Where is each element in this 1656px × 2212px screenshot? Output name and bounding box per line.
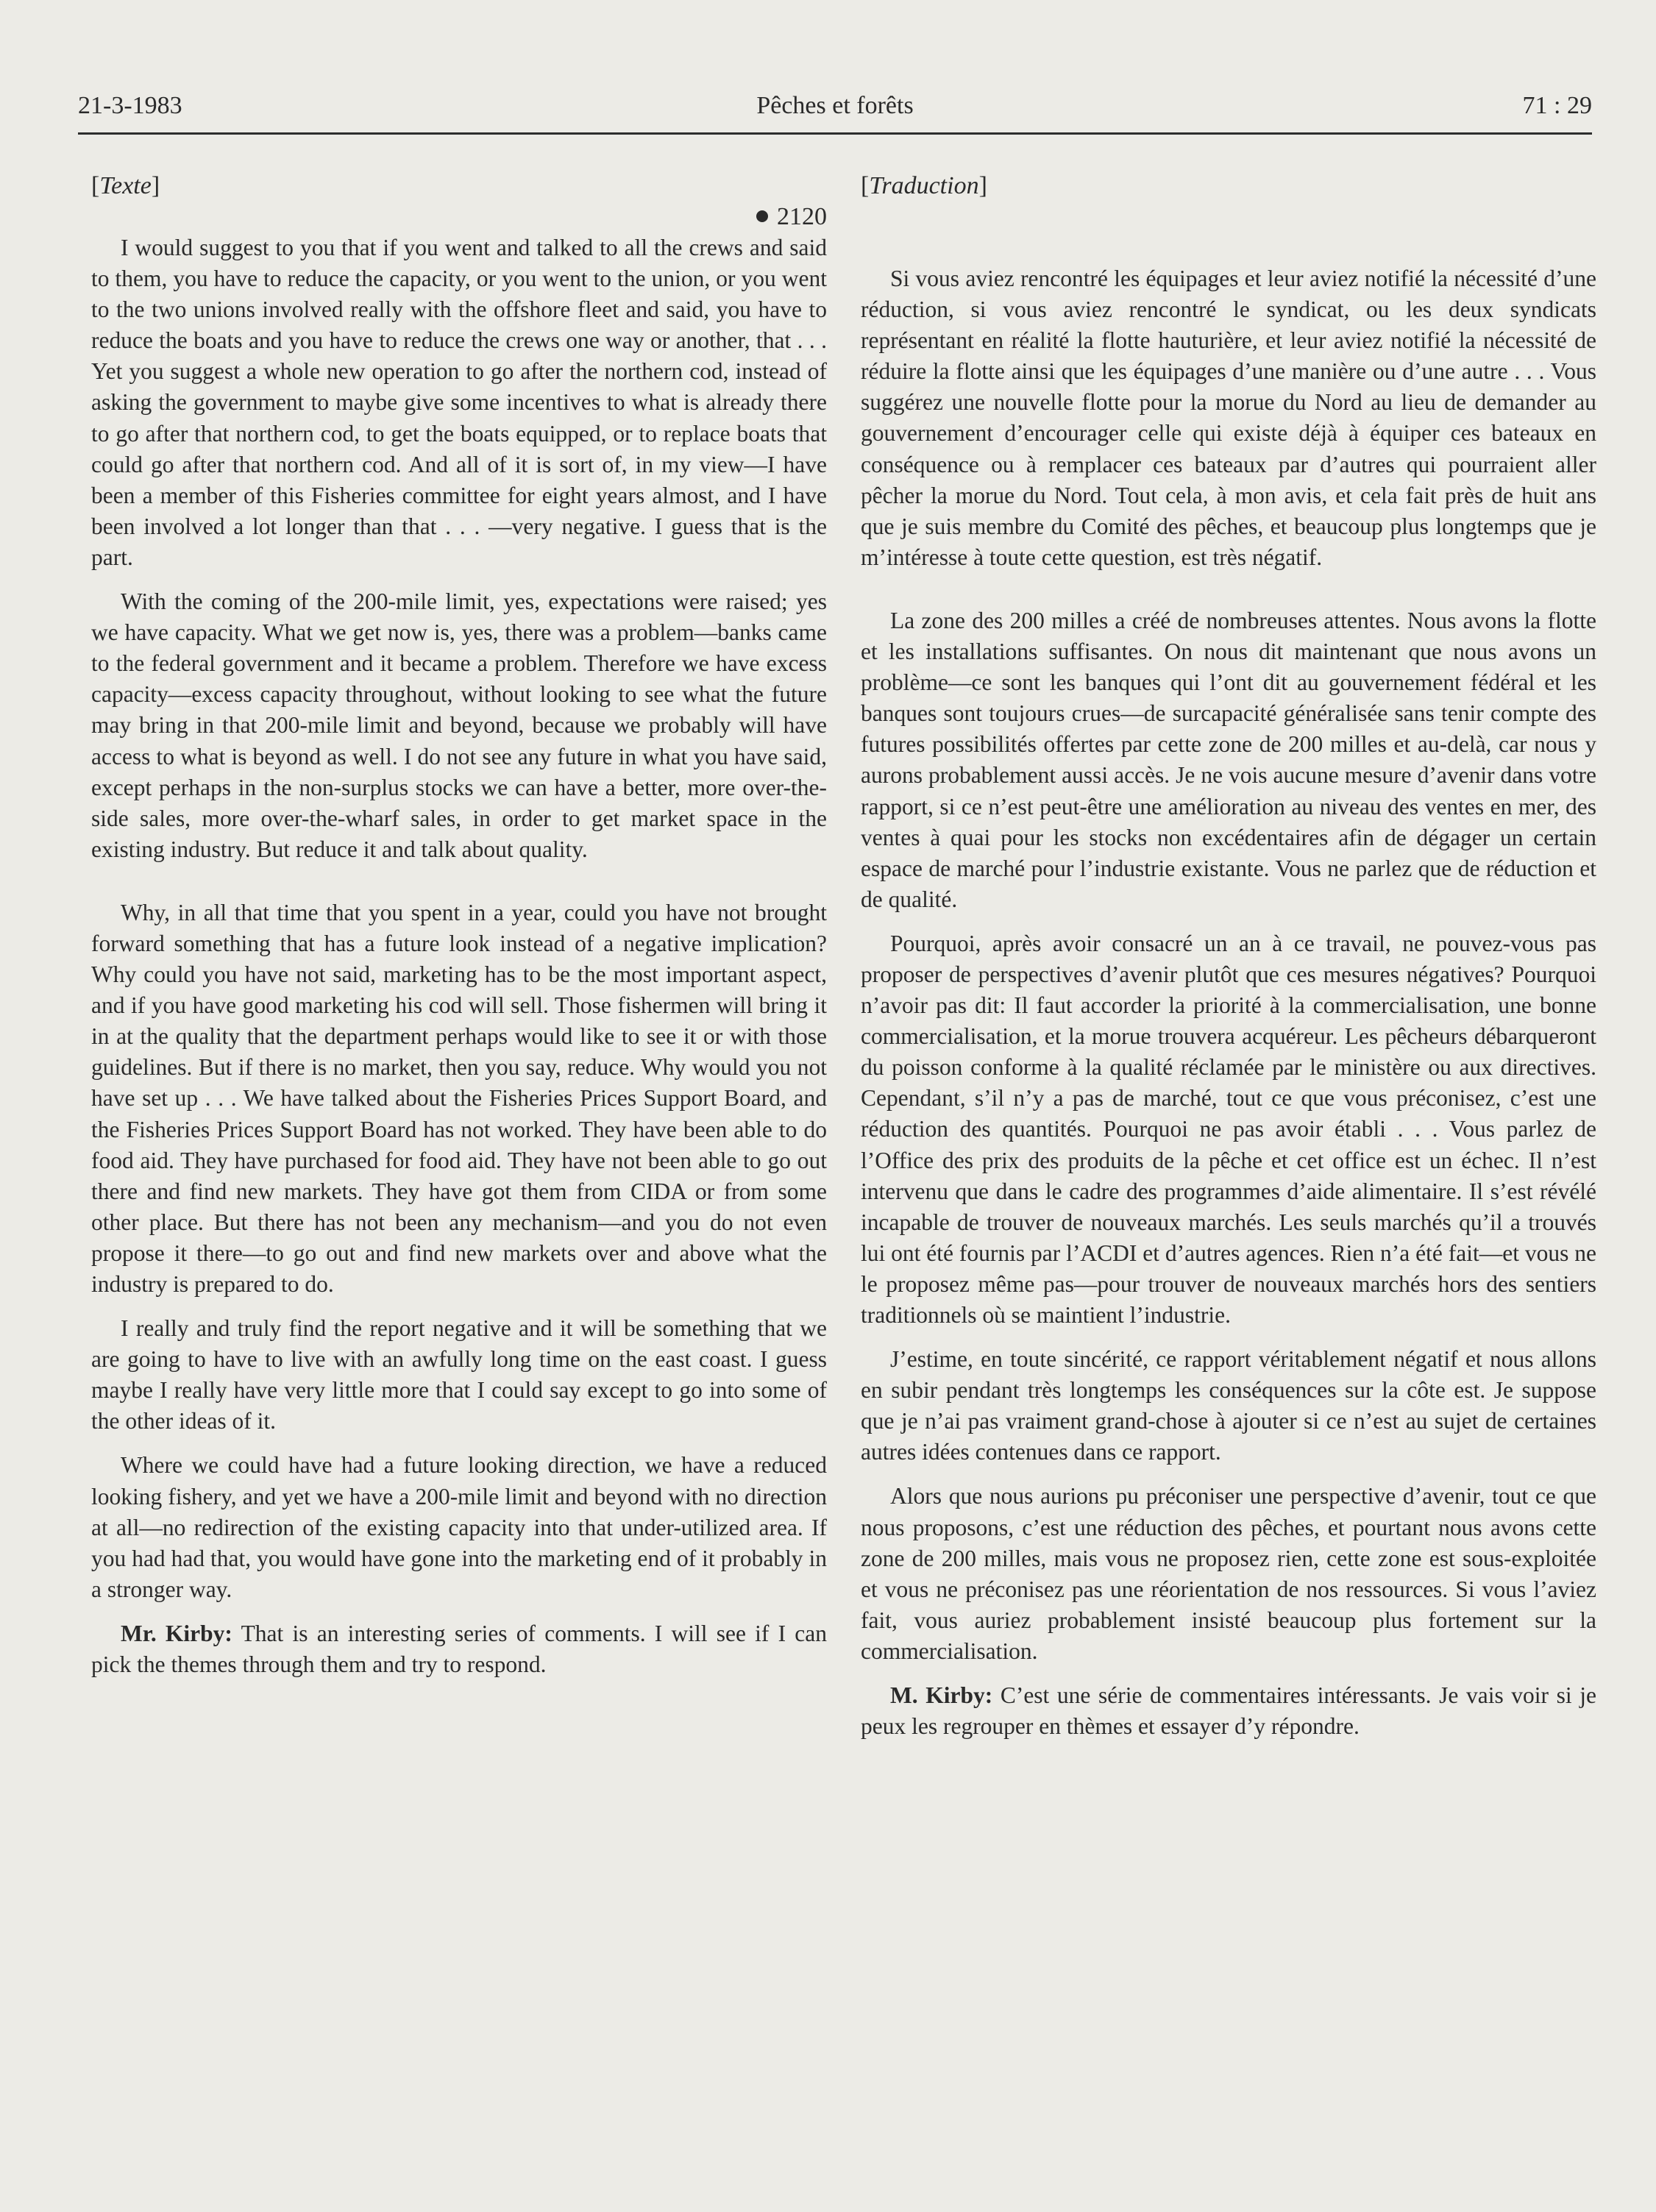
column-label: [Traduction]: [861, 172, 987, 199]
speaker-text: C’est une série de commentaires intéressants. Je vais voir si je peux les regrouper en thèmes et essayer d’y répondre.: [861, 1682, 1596, 1740]
speaker-name: M. Kirby:: [890, 1682, 993, 1709]
paragraph: Where we could have had a future looking direction, we have a reduced looking fishery, and yet we have a 200-mile limit and beyond with no direction at all—no redirection of the existing capacity into that under-utilized area. If you had had that, you would have gone into the marketing end of it probably in a stronger way.: [91, 1452, 827, 1602]
paragraph: J’estime, en toute sincérité, ce rapport véritablement négatif et nous allons en subir pendant très longtemps les conséquences sur la côte est. Je suppose que je n’ai pas vraiment grand-chose à ajouter si ce n’est au sujet de certaines autres idées contenues dans ce rapport.: [861, 1346, 1596, 1465]
column-label: [Texte]: [91, 172, 160, 199]
column-label-text: Texte: [99, 172, 152, 199]
paragraph: Why, in all that time that you spent in a year, could you have not brought forward something that has a future look instead of a negative implication? Why could you have not said, marketing has to be the most important aspect, and if you have good marketing his cod will sell. Those fishermen will bring it in at the quality that the department perhaps would like to see it or with those guidelines. But if there is no market, then you say, reduce. Why would you not have set up . . . We have talked about the Fisheries Prices Support Board, and the Fisheries Prices Support Board has not worked. They have been able to do food aid. They have purchased for food aid. They have not been able to go out there and find new markets. They have got them from CIDA or from some other place. But there has not been any mechanism—and you do not even propose it there—to go out and find new markets over and above what the industry is prepared to do.: [91, 899, 827, 1297]
paragraph: La zone des 200 milles a créé de nombreuses attentes. Nous avons la flotte et les installations suffisantes. On nous dit maintenant que nous avons un problème—ce sont les banques qui l’ont dit au gouvernement fédéral et les banques sont toujours crues—de surcapacité généralisée sans tenir compte des futures possibilités offertes par cette zone de 200 milles et au-delà, car nous y aurons probablement aussi accès. Je ne vois aucune mesure d’avenir dans votre rapport, si ce n’est peut-être une amélioration au niveau des ventes en mer, des ventes à quai pour les stocks non excédentaires afin de dégager un certain espace de marché pour l’industrie existante. Vous ne parlez que de réduction et de qualité.: [861, 607, 1596, 912]
paragraph: Alors que nous aurions pu préconiser une perspective d’avenir, tout ce que nous proposons, c’est une réduction des pêches, et pourtant nous avons cette zone de 200 milles, mais vous ne proposez rien, cette zone est sous-exploitée et vous ne préconisez pas une réorientation de nos ressources. Si vous l’aviez fait, vous auriez probablement insisté beaucoup plus fortement sur la commercialisation.: [861, 1483, 1596, 1664]
french-column: [861, 171, 1596, 1742]
speaker-text: That is an interesting series of comments. I will see if I can pick the themes through them and try to respond.: [91, 1620, 827, 1678]
column-label-text: Traduction: [869, 172, 979, 199]
paragraph: Pourquoi, après avoir consacré un an à ce travail, ne pouvez-vous pas proposer de perspectives d’avenir plutôt que ces mesures négatives? Pourquoi n’avoir pas dit: Il faut accorder la priorité à la commercialisation, une bonne commercialisation, et la morue trouvera acquéreur. Les pêcheurs débarqueront du poisson conforme à la qualité réclamée par le ministère ou aux directives. Cependant, s’il n’y a pas de marché, tout ce que vous préconisez, c’est une réduction des quantités. Pourquoi ne pas avoir établi . . . Vous parlez de l’Office des prix des produits de la pêche et cet office est un échec. Il n’est intervenu que dans le cadre des programmes d’aide alimentaire. Il s’est révélé incapable de trouver de nouveaux marchés. Les seuls marchés qu’il a trouvés lui ont été fournis par l’ACDI et d’autres agences. Rien n’a été fait—et vous ne le proposez même pas—pour trouver de nouveaux marchés hors des sentiers traditionnels où se maintient l’industrie.: [861, 930, 1596, 1328]
speaker-name: Mr. Kirby:: [121, 1620, 232, 1646]
page-marker-number: 2120: [777, 203, 827, 230]
page-header: [78, 90, 1592, 135]
speaker-paragraph: [861, 1680, 1596, 1742]
header-page-number: 71 : 29: [1522, 92, 1592, 119]
paragraph: Si vous aviez rencontré les équipages et leur aviez notifié la nécessité d’une réduction, si vous aviez rencontré le syndicat, ou les deux syndicats représentant en réalité la flotte hauturière, et leur aviez notifié la nécessité de réduire la flotte ainsi que les équipages d’une manière ou d’une autre . . . Vous suggérez une nouvelle flotte pour la morue du Nord au lieu de demander au gouvernement d’encourager celle qui existe déjà à équiper ces bateaux en conséquence ou à remplacer ces bateaux par d’autres qui pourraient aller pêcher la morue du Nord. Tout cela, à mon avis, et cela fait près de huit ans que je suis membre du Comité des pêches, et beaucoup plus longtemps que je m’intéresse à toute cette question, est très négatif.: [861, 266, 1596, 570]
speaker-paragraph: [91, 1618, 827, 1680]
paragraph: I really and truly find the report negative and it will be something that we are going to have to live with an awfully long time on the east coast. I guess maybe I really have very little more that I could say except to go into some of the other ideas of it.: [91, 1315, 827, 1434]
paragraph: I would suggest to you that if you went and talked to all the crews and said to them, you have to reduce the capacity, or you went to the union, or you went to the two unions involved really with the offshore fleet and said, you have to reduce the boats and you have to reduce the crews one way or another, that . . . Yet you suggest a whole new operation to go after the northern cod, instead of asking the government to maybe give some incentives to what is already there to go after that northern cod, to get the boats equipped, or to replace boats that could go after that northern cod. And all of it is sort of, in my view—I have been a member of this Fisheries committee for eight years almost, and I have been involved a lot longer than that . . . —very negative. I guess that is the part.: [91, 235, 827, 570]
bullet-icon: [756, 210, 768, 222]
page-marker: [91, 202, 827, 232]
paragraph: With the coming of the 200-mile limit, yes, expectations were raised; yes we have capacity. What we get now is, yes, there was a problem—banks came to the federal government and it became a problem. Therefore we have excess capacity—excess capacity throughout, without looking to see what the future may bring in that 200-mile limit and beyond, because we probably will have access to what is beyond as well. I do not see any future in what you have said, except perhaps in the non-surplus stocks we can have a better, more over-the-side sales, more over-the-wharf sales, in order to get market space in the existing industry. But reduce it and talk about quality.: [91, 588, 827, 862]
header-title: Pêches et forêts: [756, 92, 914, 119]
header-date: 21-3-1983: [78, 92, 182, 119]
english-column: [91, 171, 827, 1680]
